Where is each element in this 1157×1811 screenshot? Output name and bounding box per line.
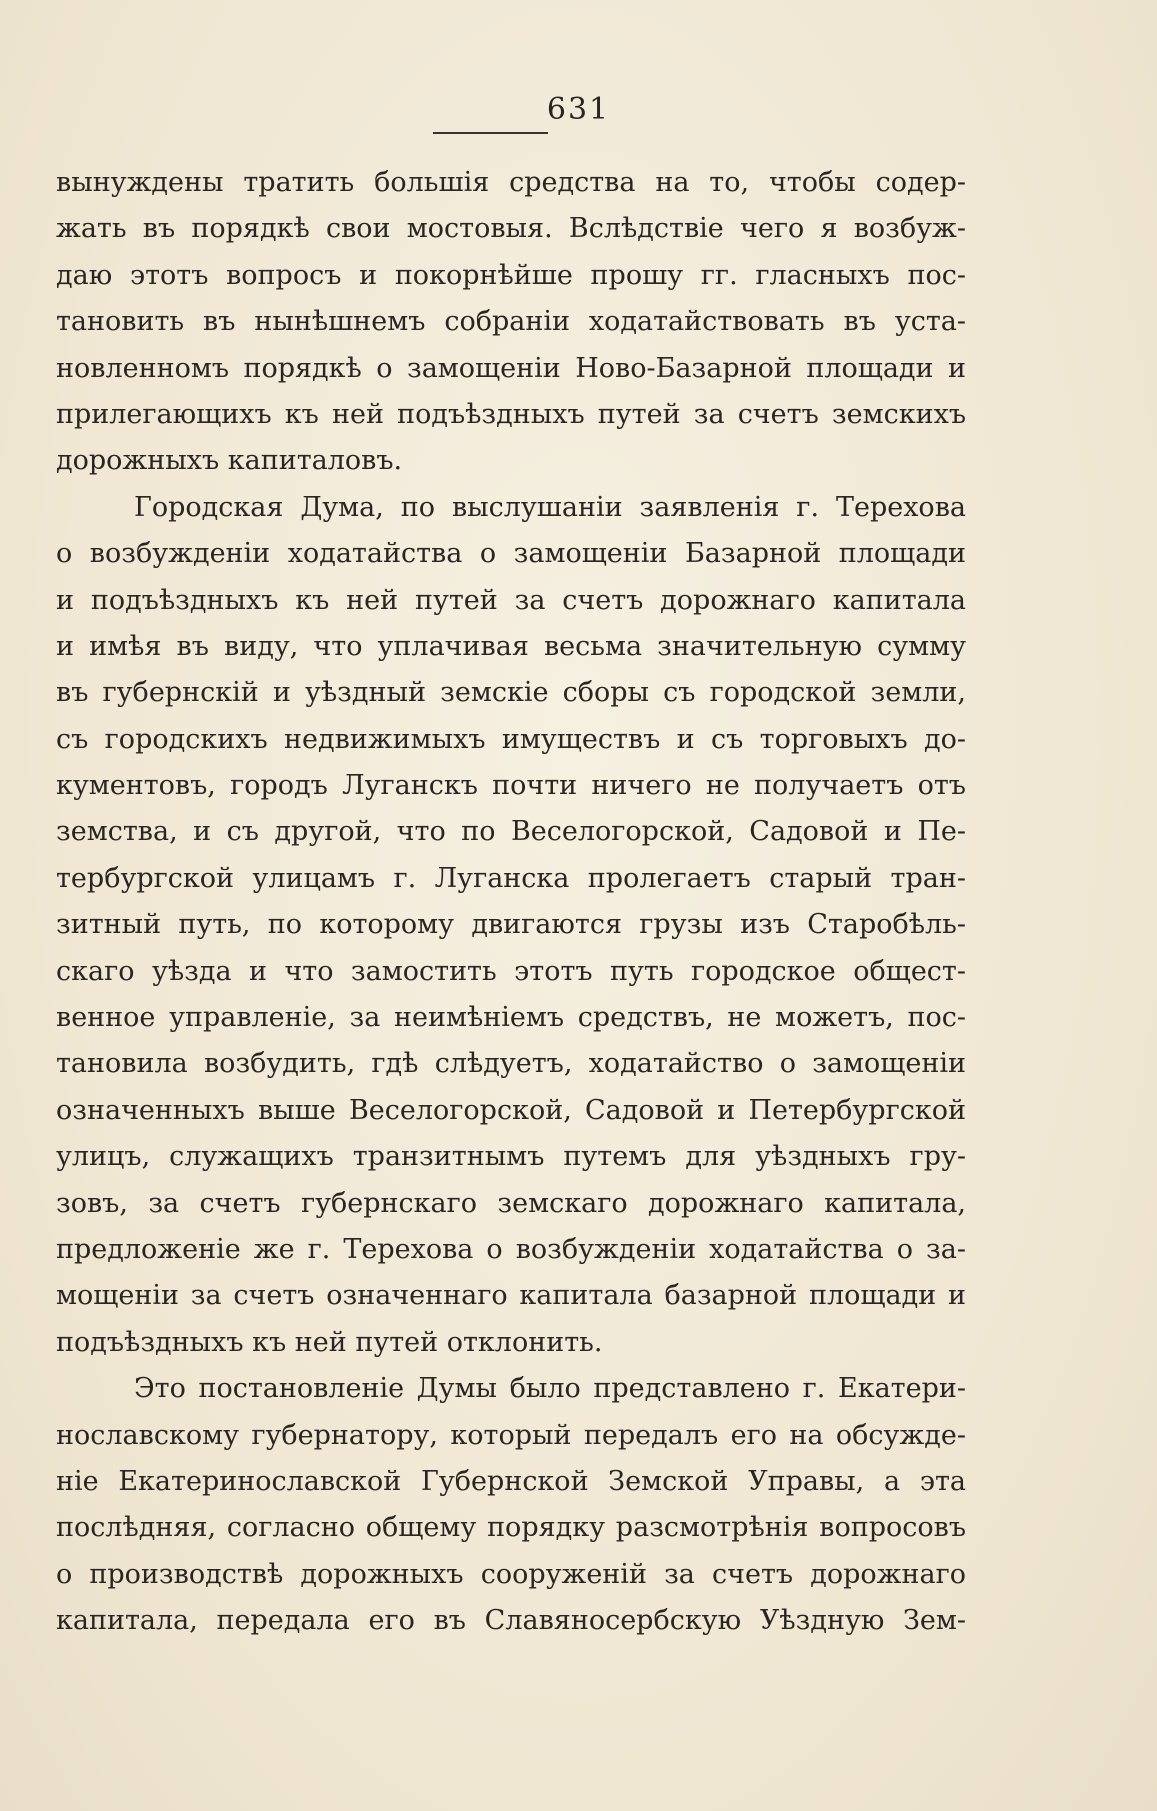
text-line: съ городскихъ недвижимыхъ имуществъ и съ торговыхъ до- xyxy=(56,723,966,755)
text-line: венное управленіе, за неимѣніемъ средствъ, не можетъ, пос- xyxy=(56,1002,966,1034)
page-number: 631 xyxy=(546,92,611,127)
text-line: ніе Екатеринославской Губернской Земской Управы, а эта xyxy=(56,1465,966,1497)
text-line: новленномъ порядкѣ о замощеніи Ново-Базарной площади и xyxy=(56,352,966,384)
text-line: послѣдняя, согласно общему порядку разсмотрѣнія вопросовъ xyxy=(56,1512,966,1544)
text-line: тановить въ нынѣшнемъ собраніи ходатайствовать въ уста- xyxy=(56,306,966,338)
text-line: о производствѣ дорожныхъ сооруженій за счетъ дорожнаго xyxy=(56,1558,966,1590)
text-line: и подъѣздныхъ къ ней путей за счетъ дорожнаго капитала xyxy=(56,584,966,616)
text-line: предложеніе же г. Терехова о возбужденіи ходатайства о за- xyxy=(56,1233,966,1265)
text-line: жать въ порядкѣ свои мостовыя. Вслѣдствіе чего я возбуж- xyxy=(56,213,966,245)
text-line: Городская Дума, по выслушаніи заявленія г. Терехова xyxy=(134,491,966,523)
text-line: въ губернскій и уѣздный земскіе сборы съ городской земли, xyxy=(56,677,966,709)
text-line: и имѣя въ виду, что уплачивая весьма значительную сумму xyxy=(56,630,966,662)
text-line: капитала, передала его въ Славяносербскую Уѣздную Зем- xyxy=(56,1605,966,1637)
text-line: улицъ, служащихъ транзитнымъ путемъ для уѣздныхъ гру- xyxy=(56,1141,966,1173)
page-number-rule xyxy=(433,132,548,134)
text-line: тановила возбудить, гдѣ слѣдуетъ, ходатайство о замощеніи xyxy=(56,1048,966,1080)
text-line: дорожныхъ капиталовъ. xyxy=(56,445,403,477)
text-line: прилегающихъ къ ней подъѣздныхъ путей за счетъ земскихъ xyxy=(56,398,966,430)
body-text xyxy=(56,160,966,1645)
text-line: зитный путь, по которому двигаются грузы изъ Старобѣль- xyxy=(56,909,966,941)
text-line: кументовъ, городъ Луганскъ почти ничего не получаетъ отъ xyxy=(56,770,966,802)
text-line: тербургской улицамъ г. Луганска пролегаетъ старый тран- xyxy=(56,862,966,894)
text-line: зовъ, за счетъ губернскаго земскаго дорожнаго капитала, xyxy=(56,1187,966,1219)
text-line: о возбужденіи ходатайства о замощеніи Базарной площади xyxy=(56,538,966,570)
text-line: даю этотъ вопросъ и покорнѣйше прошу гг. гласныхъ пос- xyxy=(56,259,966,291)
text-line: Это постановленіе Думы было представлено г. Екатери- xyxy=(134,1373,966,1405)
text-line: нославскому губернатору, который передалъ его на обсужде- xyxy=(56,1419,966,1451)
text-line: подъѣздныхъ къ ней путей отклонить. xyxy=(56,1326,603,1358)
text-line: вынуждены тратить большія средства на то, чтобы содер- xyxy=(56,167,966,198)
text-line: скаго уѣзда и что замостить этотъ путь городское общест- xyxy=(56,955,966,987)
text-line: мощеніи за счетъ означеннаго капитала базарной площади и xyxy=(56,1280,966,1312)
text-line: земства, и съ другой, что по Веселогорской, Садовой и Пе- xyxy=(56,816,966,848)
text-line: означенныхъ выше Веселогорской, Садовой и Петербургской xyxy=(56,1094,966,1126)
